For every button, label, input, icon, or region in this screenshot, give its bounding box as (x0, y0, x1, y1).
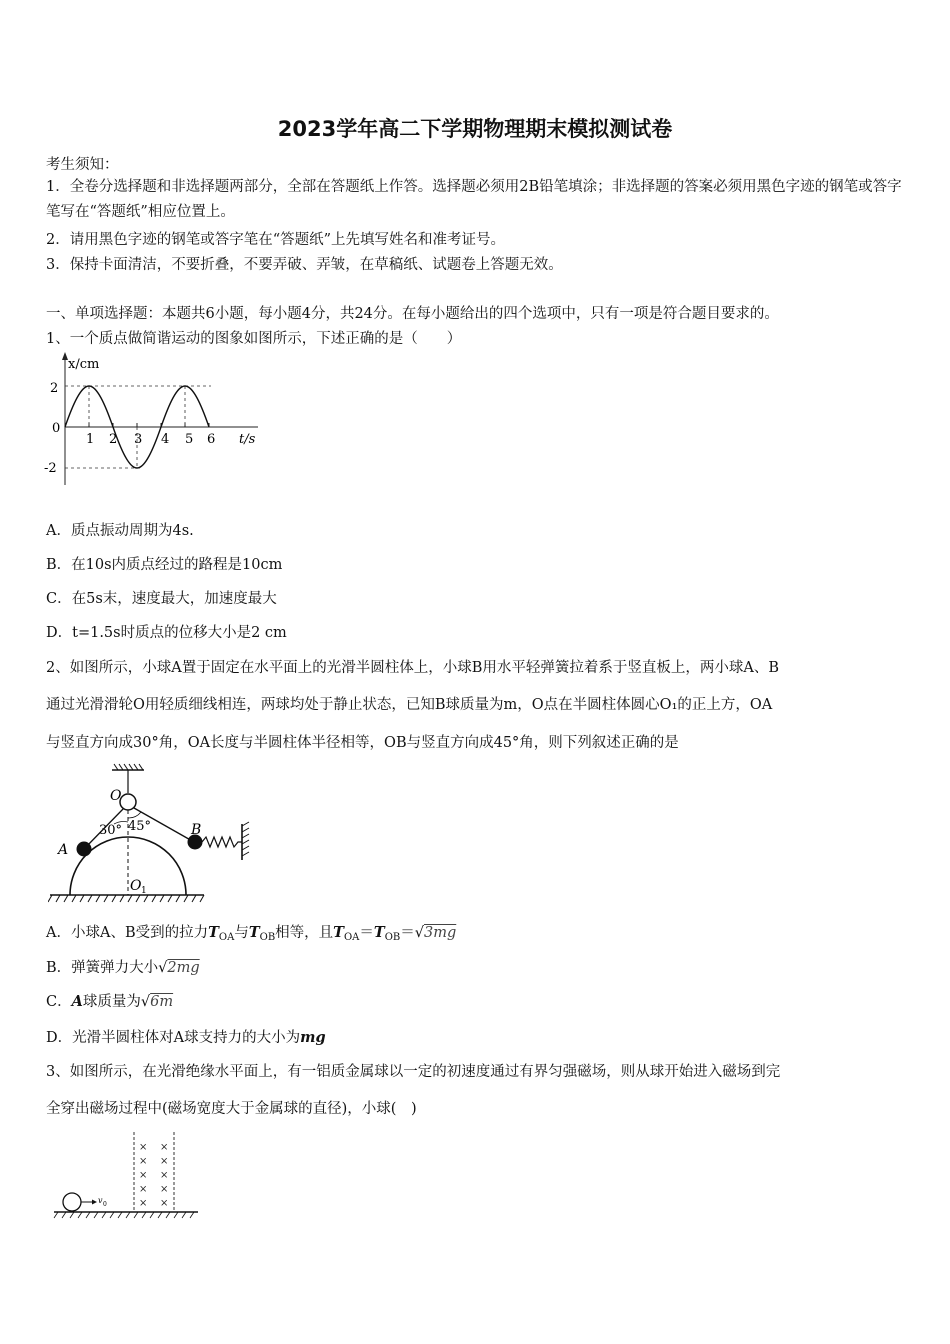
field-cross: × (139, 1198, 148, 1209)
q1-shm-graph (40, 350, 270, 490)
angle-arc-45 (128, 812, 141, 818)
t-symbol: T (373, 924, 385, 941)
x-axis-label: t/s (239, 432, 256, 447)
notice-heading: 考生须知： (46, 157, 119, 173)
wall-hatch (242, 822, 249, 856)
t-subscript: OB (259, 932, 276, 943)
x-tick-label: 1 (86, 432, 95, 447)
q2-stem-line1: 2、如图所示，小球A置于固定在水平面上的光滑半圆柱体上，小球B用水平轻弹簧拉着系于竖直板上，两小球A、B (46, 660, 779, 676)
q1-option-a[interactable]: A．质点振动周期为4s. (46, 523, 194, 539)
ground-hatch (54, 1212, 194, 1218)
q2-option-c-prefix: C． (46, 994, 72, 1010)
field-cross: × (160, 1184, 169, 1195)
q1-option-c[interactable]: C．在5s末，速度最大，加速度最大 (46, 591, 277, 607)
label-o1: O (130, 878, 142, 894)
spring (202, 837, 242, 847)
label-o: O (110, 788, 122, 804)
field-cross: × (139, 1142, 148, 1153)
velocity-label-subscript: 0 (103, 1201, 107, 1208)
field-cross: × (160, 1156, 169, 1167)
x-tick-label: 5 (185, 432, 194, 447)
q2-stem-line2: 通过光滑滑轮O用轻质细线相连，两球均处于静止状态，已知B球质量为m，O点在半圆柱体圆心O₁的正上方，OA (46, 697, 773, 713)
q1-option-d[interactable]: D．t=1.5s时质点的位移大小是2 cm (46, 625, 287, 641)
equals: ＝ (400, 925, 415, 941)
q2-option-b[interactable] (46, 956, 200, 977)
ball-a (77, 842, 92, 857)
q1-stem: 1、一个质点做简谐运动的图象如图所示，下述正确的是（ ） (46, 331, 462, 347)
q2-option-d-value: mg (300, 1029, 326, 1046)
q2-option-a-text: 相等，且 (275, 925, 334, 941)
section-heading: 一、单项选择题：本题共6小题，每小题4分，共24分。在每小题给出的四个选项中，只有一项是符合题目要求的。 (46, 306, 779, 322)
q1-option-b[interactable]: B．在10s内质点经过的路程是10cm (46, 557, 283, 573)
t-subscript: OA (218, 932, 235, 943)
sqrt-sign: √ (140, 994, 151, 1010)
velocity-label: v (98, 1196, 103, 1205)
q3-stem-line1: 3、如图所示，在光滑绝缘水平面上，有一铝质金属球以一定的初速度通过有界匀强磁场，则从球开始进入磁场到完 (46, 1064, 781, 1080)
field-cross: × (139, 1156, 148, 1167)
field-crosses (139, 1142, 168, 1209)
x-tick-label: 6 (207, 432, 216, 447)
t-subscript: OA (343, 932, 360, 943)
y-axis-label: x/cm (68, 357, 100, 372)
field-cross: × (160, 1198, 169, 1209)
ceiling-hatch (114, 764, 143, 770)
label-b: B (191, 822, 202, 838)
metal-ball (63, 1193, 81, 1211)
notice-item-3: 3．保持卡面清洁，不要折叠，不要弄破、弄皱，在草稿纸、试题卷上答题无效。 (46, 257, 563, 273)
x-tick-label: 2 (109, 432, 118, 447)
equals: ＝ (359, 925, 374, 941)
field-cross: × (139, 1170, 148, 1181)
field-cross: × (139, 1184, 148, 1195)
pulley (120, 794, 136, 810)
t-symbol: T (208, 924, 219, 941)
q2-option-a[interactable] (46, 921, 456, 943)
label-45-degree: 45° (128, 819, 152, 834)
y-tick-label: 0 (52, 421, 61, 436)
q2-option-a-text: 与 (234, 925, 249, 941)
q3-magnetic-field-figure (50, 1128, 205, 1224)
t-symbol: T (248, 924, 260, 941)
q2-option-a-prefix: A．小球A、B受到的拉力 (46, 925, 209, 941)
page-title: 2023学年高二下学期物理期末模拟测试卷 (277, 117, 673, 141)
q2-pulley-figure (48, 762, 263, 910)
q3-stem-line2: 全穿出磁场过程中(磁场宽度大于金属球的直径)，小球( ) (46, 1101, 417, 1117)
y-tick-label: 2 (50, 381, 59, 396)
velocity-arrow-head (92, 1200, 97, 1205)
y-tick-label: -2 (44, 461, 57, 476)
x-tick-label: 4 (161, 432, 170, 447)
q2-option-c-text: 球质量为 (82, 994, 141, 1010)
field-cross: × (160, 1142, 169, 1153)
label-o1-subscript: 1 (141, 886, 147, 896)
label-a: A (58, 842, 69, 858)
q2-option-c-ball: A (71, 993, 83, 1010)
ground-hatch (48, 895, 204, 902)
field-cross: × (160, 1170, 169, 1181)
notice-item-2: 2．请用黑色字迹的钢笔或答字笔在“答题纸”上先填写姓名和准考证号。 (46, 232, 506, 248)
sqrt-sign: √ (158, 960, 168, 976)
notice-item-1: 1．全卷分选择题和非选择题两部分，全部在答题纸上作答。选择题必须用2B铅笔填涂；非选择题的答案必须用黑色字迹的钢笔或答字笔写在“答题纸”相应位置上。 (46, 179, 902, 220)
label-30-degree: 30° (99, 823, 123, 838)
sqrt-sign: √ (414, 925, 424, 941)
q2-option-b-value: 2mg (167, 960, 200, 976)
q2-option-b-prefix: B．弹簧弹力大小 (46, 960, 159, 976)
q2-option-a-value: 3mg (423, 925, 457, 941)
q2-option-c[interactable] (46, 990, 173, 1011)
q2-option-c-value: 6m (150, 994, 174, 1010)
t-subscript: OB (384, 932, 401, 943)
t-symbol: T (333, 924, 344, 941)
x-tick-label: 3 (134, 432, 143, 447)
q2-option-d[interactable] (46, 1026, 326, 1047)
q2-option-d-prefix: D．光滑半圆柱体对A球支持力的大小为 (46, 1030, 301, 1046)
q2-stem-line3: 与竖直方向成30°角，OA长度与半圆柱体半径相等，OB与竖直方向成45°角，则下列叙述正确的是 (46, 735, 679, 751)
